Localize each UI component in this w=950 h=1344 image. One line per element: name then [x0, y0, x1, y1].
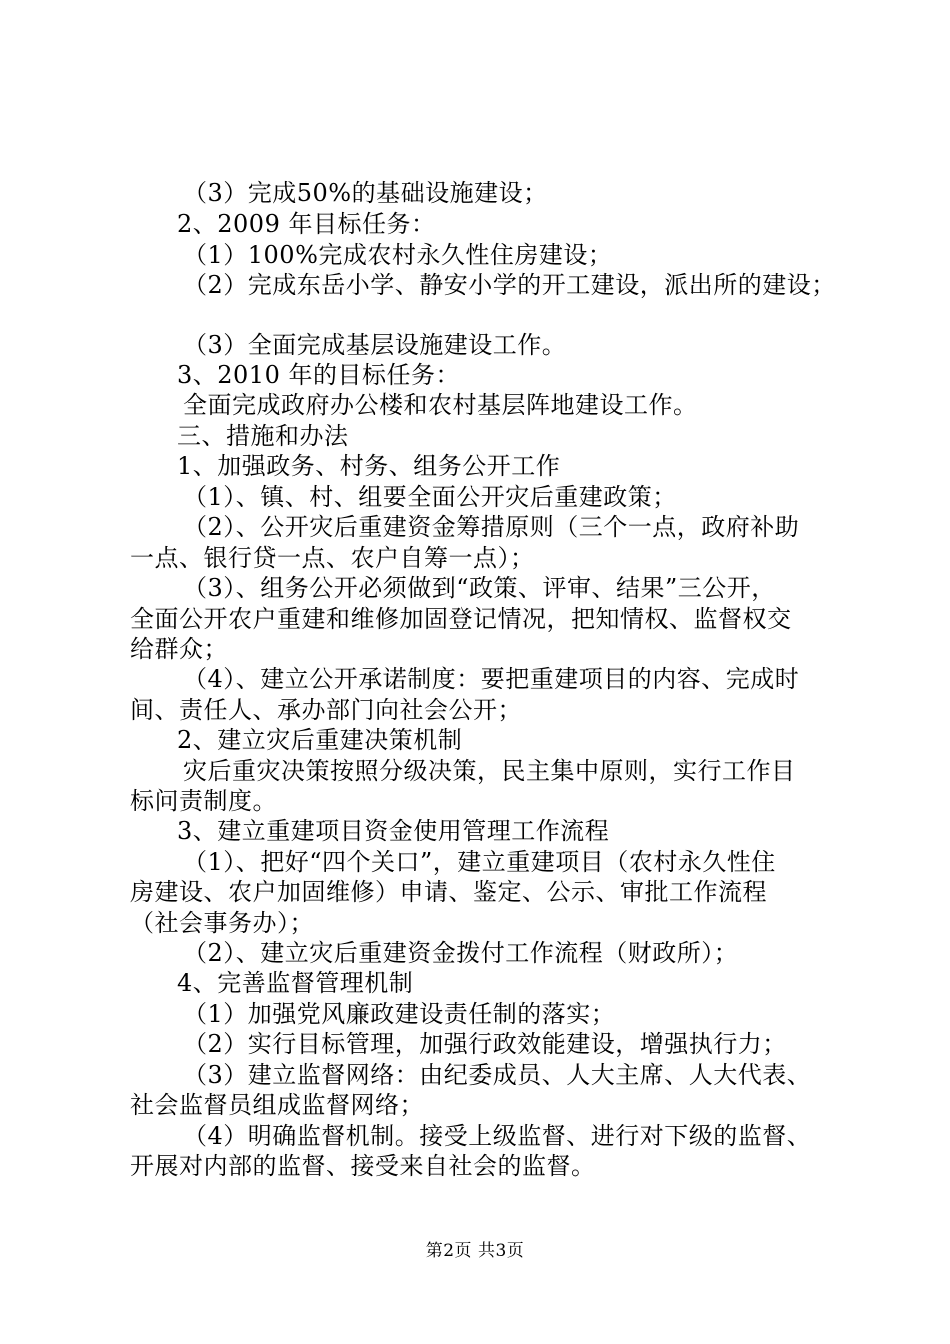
- text-line: 开展对内部的监督、接受来自社会的监督。: [130, 1152, 596, 1180]
- text-line: （3）全面完成基层设施建设工作。: [183, 331, 567, 359]
- text-line: 一点、银行贷一点、农户自筹一点）；: [130, 544, 535, 572]
- text-line: （1）、镇、村、组要全面公开灾后重建政策；: [183, 483, 677, 511]
- text-line: 间、责任人、承办部门向社会公开；: [130, 696, 522, 724]
- text-line: （1）、把好“四个关口”，建立重建项目（农村永久性住: [183, 848, 776, 876]
- subsection-heading: 2、建立灾后重建决策机制: [177, 726, 463, 754]
- text-line: 2、2009 年目标任务：: [177, 210, 436, 238]
- text-line: （1）100%完成农村永久性住房建设；: [183, 241, 613, 269]
- text-line: （2）完成东岳小学、静安小学的开工建设，派出所的建设；: [183, 271, 836, 299]
- text-line: （2）、建立灾后重建资金拨付工作流程（财政所）；: [183, 939, 739, 967]
- text-line: （3）完成50%的基础设施建设；: [183, 179, 548, 207]
- subsection-heading: 4、完善监督管理机制: [177, 969, 414, 997]
- text-line: 全面完成政府办公楼和农村基层阵地建设工作。: [183, 391, 698, 419]
- text-line: 标问责制度。: [130, 787, 277, 815]
- text-line: （3）、组务公开必须做到“政策、评审、结果”三公开，: [183, 574, 776, 602]
- text-line: （2）实行目标管理，加强行政效能建设，增强执行力；: [183, 1030, 787, 1058]
- text-line: 给群众；: [130, 635, 228, 663]
- section-heading: 三、措施和办法: [177, 422, 349, 450]
- text-line: 灾后重灾决策按照分级决策，民主集中原则，实行工作目: [183, 757, 796, 785]
- text-line: （社会事务办）；: [130, 909, 314, 937]
- text-line: 全面公开农户重建和维修加固登记情况，把知情权、监督权交: [130, 605, 792, 633]
- text-line: （3）建立监督网络：由纪委成员、人大主席、人大代表、: [183, 1061, 812, 1089]
- text-line: （1）加强党风廉政建设责任制的落实；: [183, 1000, 616, 1028]
- page-number-footer: 第2页 共3页: [425, 1241, 525, 1261]
- text-line: （4）、建立公开承诺制度：要把重建项目的内容、完成时: [183, 665, 800, 693]
- subsection-heading: 1、加强政务、村务、组务公开工作: [177, 452, 561, 480]
- text-line: （2）、公开灾后重建资金筹措原则（三个一点，政府补助: [183, 513, 800, 541]
- text-line: （4）明确监督机制。接受上级监督、进行对下级的监督、: [183, 1122, 812, 1150]
- text-line: 房建设、农户加固维修）申请、鉴定、公示、审批工作流程: [130, 878, 767, 906]
- subsection-heading: 3、建立重建项目资金使用管理工作流程: [177, 817, 610, 845]
- text-line: 社会监督员组成监督网络；: [130, 1091, 424, 1119]
- text-line: 3、2010 年的目标任务：: [177, 361, 460, 389]
